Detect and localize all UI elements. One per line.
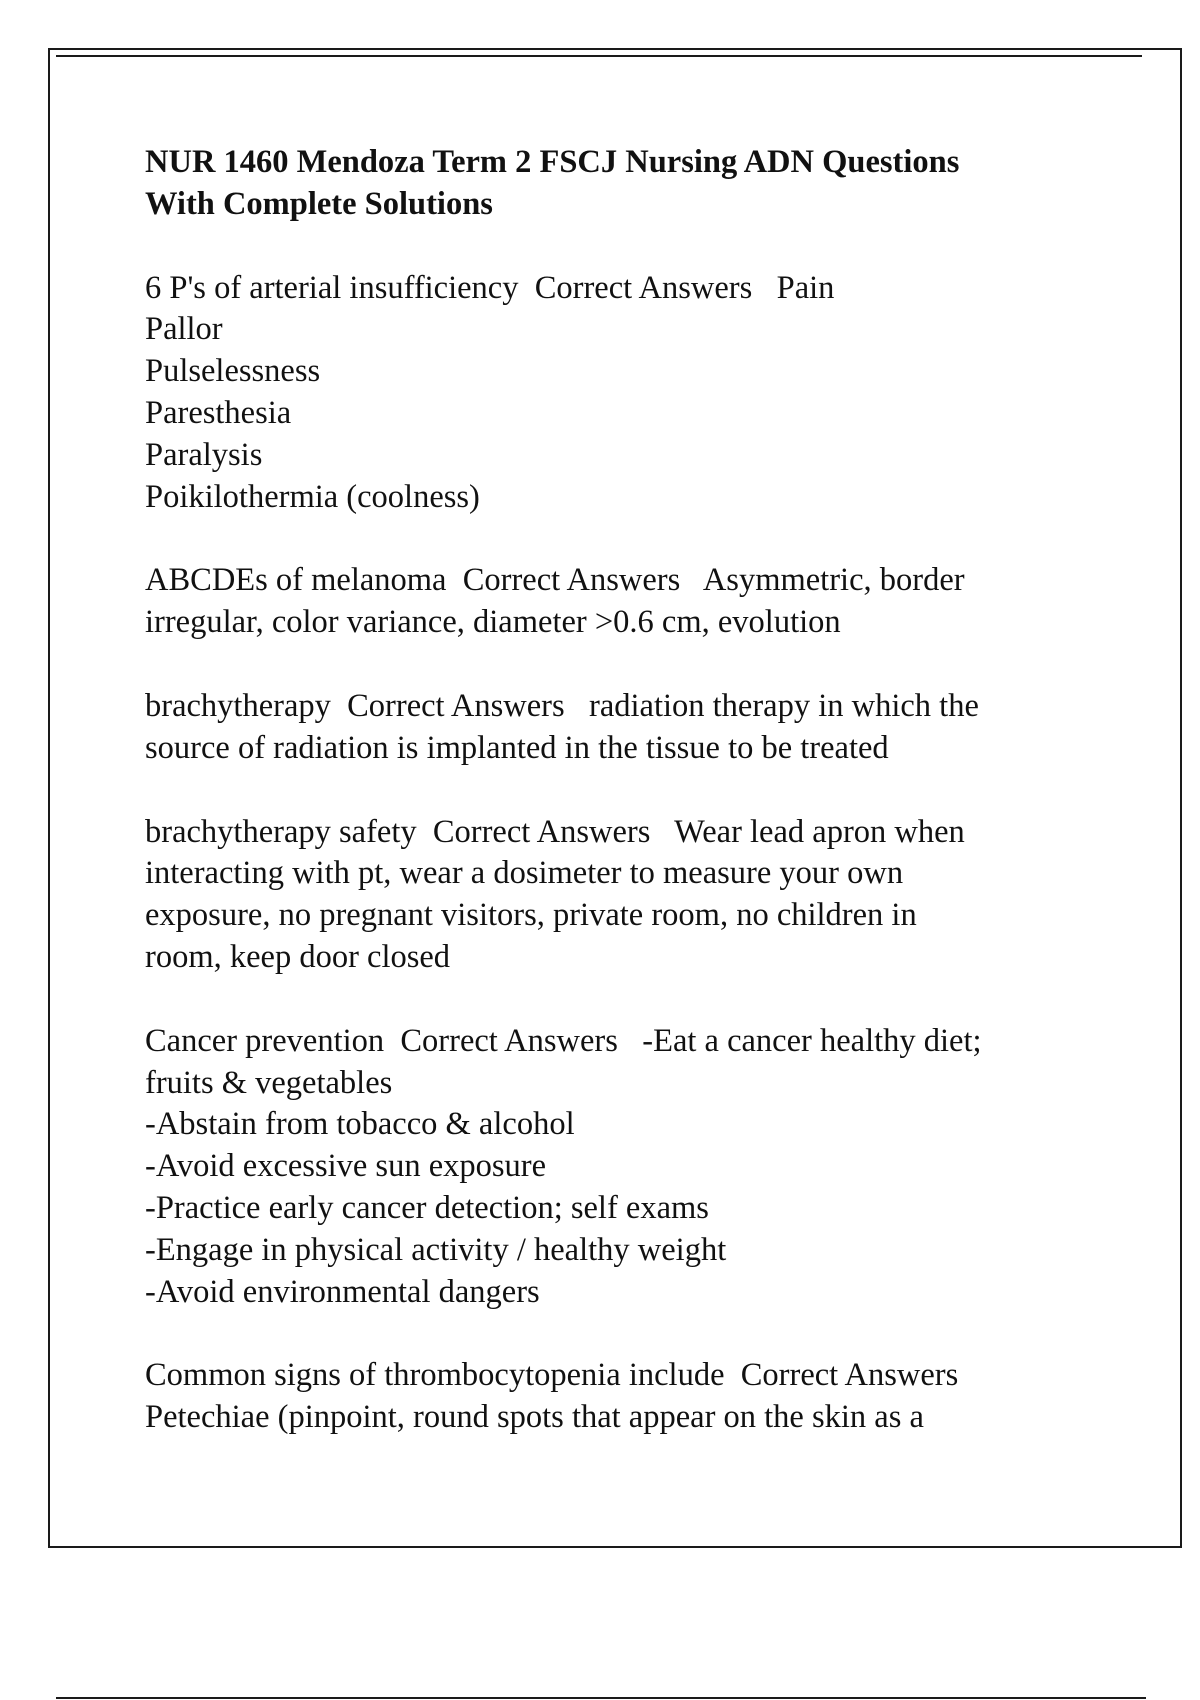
entry-line: room, keep door closed (145, 938, 451, 975)
entry-line: Common signs of thrombocytopenia include Correct Answers (145, 1357, 959, 1394)
entry-line: ABCDEs of melanoma Correct Answers Asymmetric, border (145, 562, 965, 599)
qa-entry-thrombocytopenia (145, 1355, 1105, 1439)
entry-line: fruits & vegetables (145, 1064, 393, 1101)
qa-entry-arterial-insufficiency (145, 268, 1105, 519)
entry-line: Cancer prevention Correct Answers -Eat a cancer healthy diet; (145, 1022, 982, 1059)
entry-line: -Abstain from tobacco & alcohol (145, 1106, 575, 1143)
title-line: NUR 1460 Mendoza Term 2 FSCJ Nursing ADN Questions (145, 144, 960, 180)
entry-line: Pallor (145, 311, 223, 348)
entry-line: Pulselessness (145, 353, 321, 390)
entry-line: brachytherapy safety Correct Answers Wear lead apron when (145, 813, 965, 850)
entry-line: Paresthesia (145, 394, 292, 431)
entry-line: -Avoid excessive sun exposure (145, 1148, 547, 1185)
document-title (145, 142, 1105, 226)
qa-entry-cancer-prevention (145, 1021, 1105, 1314)
bottom-rule (56, 1697, 1146, 1699)
qa-entry-melanoma (145, 560, 1105, 644)
entry-line: brachytherapy Correct Answers radiation therapy in which the (145, 687, 979, 724)
entry-line: Petechiae (pinpoint, round spots that appear on the skin as a (145, 1399, 924, 1436)
document-body (145, 142, 1105, 1481)
qa-entry-brachytherapy-safety (145, 812, 1105, 979)
entry-line: source of radiation is implanted in the tissue to be treated (145, 729, 889, 766)
entry-line: -Avoid environmental dangers (145, 1273, 540, 1310)
entry-line: -Practice early cancer detection; self exams (145, 1189, 709, 1226)
entry-line: Poikilothermia (coolness) (145, 478, 480, 515)
title-line: With Complete Solutions (145, 185, 493, 222)
entry-line: 6 P's of arterial insufficiency Correct Answers Pain (145, 269, 835, 306)
entry-line: exposure, no pregnant visitors, private room, no children in (145, 897, 917, 934)
entry-line: -Engage in physical activity / healthy weight (145, 1231, 727, 1268)
entry-line: irregular, color variance, diameter >0.6 cm, evolution (145, 604, 841, 641)
entry-line: interacting with pt, wear a dosimeter to measure your own (145, 855, 904, 892)
top-rule (56, 55, 1142, 57)
qa-entry-brachytherapy (145, 686, 1105, 770)
entry-line: Paralysis (145, 436, 263, 473)
